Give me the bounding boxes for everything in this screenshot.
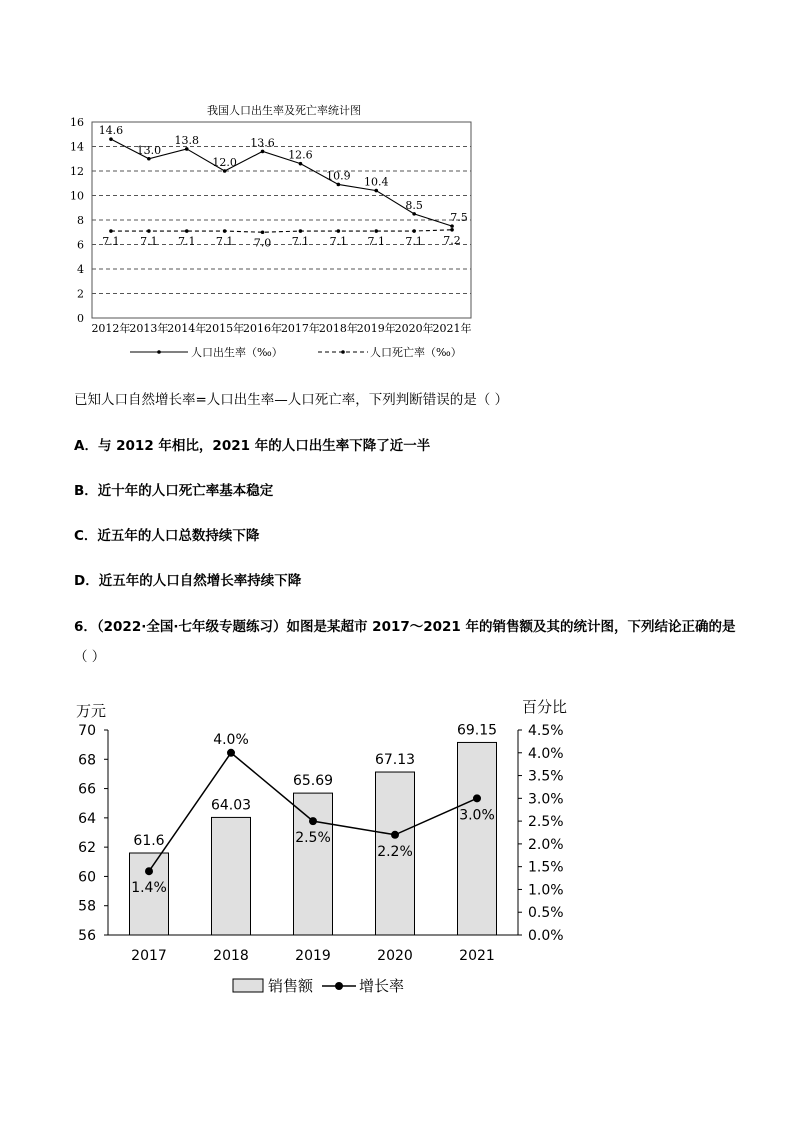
legend-sales-label: 销售额 — [268, 977, 314, 995]
chart2-left-axis-title: 万元 — [76, 702, 107, 720]
birth-rate-label: 13.6 — [250, 136, 275, 150]
question5-option-a[interactable]: A．与 2012 年相比，2021 年的人口出生率下降了近一半 — [74, 438, 431, 454]
growth-rate-point — [309, 817, 317, 825]
chart2-left-tick: 58 — [78, 898, 96, 915]
chart2-right-tick: 1.5% — [528, 859, 564, 876]
sales-bar-label: 69.15 — [456, 722, 498, 739]
chart2-legend — [233, 977, 404, 995]
chart1-y-tick: 4 — [77, 263, 84, 276]
chart2-x-tick: 2017 — [131, 948, 167, 964]
sales-bar — [294, 793, 333, 935]
legend-growth-label: 增长率 — [359, 977, 405, 995]
death-rate-label: 7.1 — [215, 235, 234, 249]
death-rate-label: 7.2 — [443, 233, 461, 247]
chart2-right-tick: 4.5% — [528, 723, 564, 739]
sales-bar — [212, 817, 251, 935]
growth-rate-label: 3.0% — [459, 807, 495, 824]
chart2-right-tick: 2.5% — [528, 814, 564, 831]
death-rate-label: 7.0 — [253, 236, 272, 250]
chart1-x-tick: 2015年 — [205, 322, 245, 335]
sales-bar-label: 61.6 — [133, 833, 165, 849]
legend-sales-swatch — [233, 979, 263, 992]
birth-rate-label: 10.4 — [364, 175, 389, 189]
chart2-right-tick: 3.5% — [528, 768, 564, 785]
death-rate-label: 7.1 — [329, 235, 348, 249]
chart2-x-tick: 2018 — [213, 948, 249, 964]
growth-rate-label: 2.2% — [377, 843, 413, 860]
chart1-y-tick: 10 — [70, 189, 84, 203]
death-rate-label: 7.1 — [178, 235, 196, 249]
chart2-right-tick: 0.0% — [528, 928, 564, 944]
sales-bar-label: 64.03 — [210, 797, 252, 814]
sales-bar-label: 67.13 — [374, 752, 416, 769]
death-rate-label: 7.1 — [367, 235, 385, 249]
chart2-left-tick: 64 — [78, 810, 96, 827]
death-rate-label: 7.1 — [405, 235, 423, 249]
chart2-left-tick: 70 — [78, 723, 96, 739]
growth-rate-point — [227, 749, 235, 757]
chart2-left-tick: 56 — [78, 928, 96, 944]
chart1-y-tick: 8 — [77, 214, 84, 227]
growth-rate-label: 4.0% — [213, 731, 249, 748]
chart1-x-tick: 2018年 — [318, 322, 358, 335]
chart1-y-tick: 12 — [70, 165, 84, 178]
chart1-y-tick: 0 — [77, 312, 84, 325]
growth-rate-label: 2.5% — [295, 830, 331, 847]
chart2-right-tick: 4.0% — [528, 745, 564, 762]
chart1-y-tick: 6 — [77, 238, 84, 252]
birth-rate-label: 13.0 — [136, 143, 162, 157]
chart1-y-tick: 2 — [77, 287, 84, 301]
chart2-left-tick: 60 — [78, 869, 96, 886]
birth-rate-label: 14.6 — [98, 124, 124, 138]
chart2-right-tick: 1.0% — [528, 882, 564, 899]
sales-bar-label: 65.69 — [292, 773, 334, 790]
chart2-left-tick: 62 — [78, 840, 96, 857]
birth-rate-label: 7.5 — [450, 211, 468, 225]
growth-rate-point — [473, 794, 481, 802]
chart2-right-tick: 3.0% — [528, 791, 564, 808]
legend-death-label: 人口死亡率（‰） — [370, 346, 462, 359]
chart1-x-tick: 2016年 — [243, 322, 283, 335]
death-rate-label: 7.1 — [291, 235, 310, 249]
chart2-left-tick: 68 — [78, 752, 96, 769]
chart2-x-tick: 2021 — [459, 948, 495, 964]
chart2-x-tick: 2019 — [295, 948, 331, 964]
chart1-title: 我国人口出生率及死亡率统计图 — [207, 104, 361, 117]
question6-answer-bracket: （ ） — [74, 649, 106, 665]
chart2-left-tick: 66 — [78, 781, 96, 798]
chart1-x-tick: 2014年 — [167, 322, 207, 335]
growth-rate-point — [145, 867, 153, 875]
chart1-x-tick: 2020年 — [394, 322, 434, 335]
birth-rate-label: 12.0 — [212, 156, 237, 169]
legend-growth-marker — [335, 982, 343, 990]
death-rate-label: 7.1 — [140, 235, 158, 249]
birth-rate-label: 12.6 — [288, 148, 313, 162]
legend-birth-label: 人口出生率（‰） — [191, 346, 283, 359]
chart1-y-tick: 16 — [70, 116, 84, 129]
growth-rate-point — [391, 831, 399, 839]
question5-option-d[interactable]: D．近五年的人口自然增长率持续下降 — [74, 573, 302, 589]
chart1-x-tick: 2013年 — [129, 322, 169, 335]
birth-rate-label: 10.9 — [326, 169, 351, 183]
chart1-x-tick: 2017年 — [280, 322, 320, 335]
chart1-x-tick: 2019年 — [356, 322, 396, 335]
chart2-x-tick: 2020 — [377, 948, 413, 964]
sales-bar — [458, 742, 497, 935]
question5-option-b[interactable]: B．近十年的人口死亡率基本稳定 — [74, 483, 274, 499]
birth-rate-label: 8.5 — [405, 198, 423, 212]
question5-option-c[interactable]: C．近五年的人口总数持续下降 — [74, 528, 260, 544]
chart2-right-tick: 2.0% — [528, 836, 564, 853]
chart1-x-tick: 2012年 — [91, 322, 131, 335]
question5-stem: 已知人口自然增长率=人口出生率—人口死亡率，下列判断错误的是（ ） — [74, 392, 509, 408]
chart2-right-axis-title: 百分比 — [522, 698, 568, 716]
death-rate-label: 7.1 — [102, 235, 120, 249]
chart1-x-tick: 2021年 — [432, 322, 472, 335]
question6-stem: 6．（2022·全国·七年级专题练习）如图是某超市 2017～2021 年的销售额及其的统计图，下列结论正确的是 — [74, 619, 736, 635]
birth-rate-label: 13.8 — [174, 133, 199, 147]
chart1-y-tick: 14 — [70, 140, 84, 154]
growth-rate-label: 1.4% — [131, 880, 167, 897]
chart2-right-tick: 0.5% — [528, 905, 564, 922]
